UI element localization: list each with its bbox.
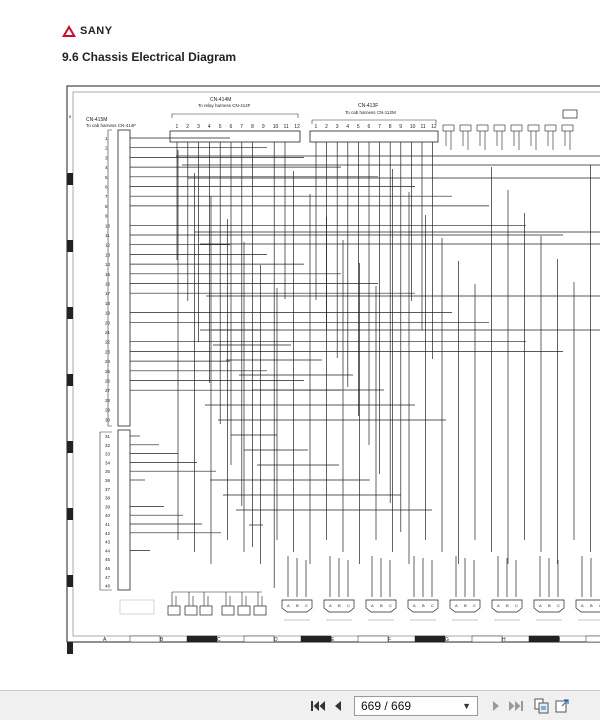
top2-pin-number: 12	[431, 124, 437, 130]
brand-name: SANY	[80, 25, 113, 37]
sensor-pin-label: C	[515, 603, 518, 608]
left-pin-number: 4	[105, 165, 108, 171]
frame-col-marker	[529, 636, 559, 642]
lamp-connector	[200, 606, 212, 615]
left-lower-pin-number: 35	[105, 469, 111, 475]
top2-pin-number: 8	[388, 124, 392, 130]
double-left-triangle-icon	[311, 700, 325, 712]
top1-pin-number: 4	[207, 124, 211, 130]
left-pin-number: 30	[105, 417, 111, 423]
frame-col-label: C	[217, 637, 221, 643]
connector-left-main-box	[118, 130, 130, 426]
relay-component	[477, 125, 488, 131]
left-pin-number: 11	[105, 233, 110, 238]
lamp-connector	[222, 606, 234, 615]
left-pin-number: 8	[105, 203, 108, 209]
left-lower-pin-number: 46	[105, 566, 111, 571]
sensor-pin-label: C	[389, 603, 392, 608]
frame-col-label: G	[445, 637, 449, 643]
left-lower-pin-number: 43	[105, 539, 111, 545]
sensor-pin-label: B	[548, 603, 551, 608]
double-right-triangle-icon	[509, 700, 523, 712]
switch-component	[563, 110, 577, 118]
top2-pin-number: 7	[378, 124, 381, 130]
top2-pin-number: 5	[356, 124, 360, 130]
sensor-pin-label: B	[590, 603, 593, 608]
bottom-left-components	[120, 592, 266, 615]
diagram-inner-frame	[73, 92, 600, 636]
top2-pin-number: 11	[420, 124, 426, 130]
top1-pin-number: 7	[240, 124, 244, 130]
note-block	[120, 600, 154, 614]
sensor-pin-label: B	[338, 603, 341, 608]
frame-col-marker	[415, 636, 445, 642]
connector-left-lower-box	[118, 430, 130, 590]
sensor-row	[282, 600, 600, 620]
prev-page-button[interactable]	[328, 696, 348, 716]
frame-col-marker	[130, 636, 160, 642]
lamp-connector	[254, 606, 266, 615]
left-lower-pin-number: 47	[105, 574, 111, 580]
page-number-input[interactable]	[359, 698, 453, 714]
frame-col-label: B	[160, 637, 164, 643]
frame-col-marker	[586, 636, 600, 642]
left-pin-number: 19	[105, 310, 111, 316]
lamp-connector	[168, 606, 180, 615]
copy-pages-icon	[534, 698, 550, 714]
left-pin-number: 22	[105, 339, 111, 345]
top1-pin-number: 12	[294, 124, 300, 130]
top1-pin-number: 10	[272, 124, 279, 130]
sensor-pin-label: C	[431, 603, 434, 608]
sensor-pin-label: A	[371, 603, 374, 608]
top1-pin-number: 5	[218, 124, 222, 130]
left-pin-number: 23	[105, 349, 111, 355]
left-lower-pin-number: 33	[105, 451, 111, 457]
frame-col-label: A	[103, 637, 107, 643]
left-lower-pin-number: 41	[105, 522, 111, 527]
connector-top2-brace	[312, 120, 436, 124]
left-pin-number: 14	[105, 262, 111, 268]
left-pin-number: 27	[105, 388, 111, 394]
left-pin-number: 9	[105, 213, 108, 219]
sensor-pin-label: B	[464, 603, 467, 608]
export-pages-icon	[554, 698, 570, 714]
left-triangle-icon	[333, 700, 343, 712]
frame-col-marker	[472, 636, 502, 642]
connector-top1-label: CN-414M	[210, 97, 232, 103]
left-pin-number: 24	[105, 359, 111, 365]
top1-pin-number: 11	[283, 124, 289, 130]
frame-col-marker	[301, 636, 331, 642]
relay-component	[494, 125, 505, 131]
last-page-button[interactable]	[506, 696, 526, 716]
left-pin-number: 25	[105, 368, 111, 374]
export-pages-button[interactable]	[552, 696, 572, 716]
connector-top1-box	[170, 131, 300, 142]
connector-top1-brace	[172, 114, 298, 118]
frame-col-label: D	[274, 637, 278, 643]
left-lower-pin-number: 44	[105, 548, 111, 554]
left-lower-pin-number: 34	[105, 460, 111, 466]
sensor-pin-label: C	[557, 603, 560, 608]
frame-col-marker	[244, 636, 274, 642]
relay-component	[443, 125, 454, 131]
frame-col-label: E	[331, 637, 335, 643]
left-lower-pin-number: 42	[105, 530, 111, 536]
top1-pin-number: 1	[175, 124, 179, 130]
left-pin-number: 15	[105, 271, 111, 277]
frame-row-label: 3	[69, 449, 72, 454]
frame-row-label: 7	[69, 181, 72, 186]
top-right-components	[443, 110, 577, 150]
viewer-toolbar	[0, 690, 600, 720]
sensor-pin-label: A	[497, 603, 500, 608]
connector-top2-sub: To cab harness CN-112M	[345, 110, 396, 115]
frame-row-label: 2	[69, 516, 72, 521]
left-pin-number: 20	[105, 320, 111, 326]
lamp-connector	[238, 606, 250, 615]
sensor-pin-label: A	[413, 603, 416, 608]
row-labels	[67, 114, 73, 654]
left-pin-number: 10	[105, 223, 111, 229]
left-pin-number: 6	[105, 184, 108, 190]
copy-pages-button[interactable]	[532, 696, 552, 716]
left-pin-number: 21	[105, 330, 111, 335]
sensor-pin-label: B	[296, 603, 299, 608]
frame-col-label: I	[559, 637, 561, 643]
next-page-button[interactable]	[486, 696, 506, 716]
relay-component	[562, 125, 573, 131]
sensor-pin-label: A	[539, 603, 542, 608]
top2-pin-number: 6	[367, 124, 371, 130]
connector-top1-sub: To relay harness CN-414F	[198, 103, 251, 108]
connector-top2-box	[310, 131, 438, 142]
left-pin-number: 18	[105, 300, 111, 306]
sensor-pin-label: C	[473, 603, 476, 608]
left-lower-pin-number: 38	[105, 495, 111, 501]
left-pin-number: 3	[105, 155, 108, 161]
left-pin-number: 12	[105, 242, 111, 248]
sensor-pin-label: C	[347, 603, 350, 608]
frame-row-marker	[67, 642, 73, 654]
top2-pin-number: 4	[346, 124, 350, 130]
sensor-pin-label: B	[422, 603, 425, 608]
left-pin-number: 5	[105, 174, 108, 180]
section-heading: 9.6 Chassis Electrical Diagram	[62, 50, 237, 64]
top2-pin-number: 10	[409, 124, 416, 130]
top2-pin-number: 2	[325, 124, 328, 130]
relay-component	[545, 125, 556, 131]
relay-component	[460, 125, 471, 131]
top1-pin-number: 9	[261, 124, 265, 130]
left-pin-number: 26	[105, 378, 111, 384]
relay-component	[528, 125, 539, 131]
left-pin-number: 1	[105, 136, 108, 141]
left-lower-pin-number: 32	[105, 442, 111, 448]
top2-pin-number: 9	[399, 124, 403, 130]
top2-pin-number: 3	[335, 124, 339, 130]
frame-row-label: 8	[69, 114, 72, 119]
left-pin-number: 2	[105, 145, 108, 151]
left-lower-pin-number: 31	[105, 434, 111, 439]
sensor-pin-label: A	[581, 603, 584, 608]
left-lower-pin-number: 48	[105, 583, 111, 589]
top1-pin-number: 8	[251, 124, 254, 130]
left-lower-pin-number: 39	[105, 504, 111, 510]
sensor-pin-label: A	[455, 603, 458, 608]
top1-pin-number: 6	[229, 124, 233, 130]
left-pin-number: 28	[105, 397, 111, 403]
lamp-connector	[185, 606, 197, 615]
frame-row-label: 6	[69, 248, 72, 253]
left-lower-pin-number: 40	[105, 513, 111, 519]
frame-row-label: 5	[69, 315, 72, 320]
left-pin-number: 17	[105, 291, 111, 297]
sensor-pin-label: C	[305, 603, 308, 608]
sensor-pin-label: A	[329, 603, 332, 608]
sensor-pin-label: A	[287, 603, 290, 608]
top1-pin-number: 3	[197, 124, 200, 130]
top1-pin-number: 2	[186, 124, 190, 130]
top2-pin-number: 1	[314, 124, 318, 130]
connector-top2-label: CN-413F	[358, 103, 379, 109]
left-pin-number: 16	[105, 281, 111, 287]
frame-col-marker	[187, 636, 217, 642]
connector-left-main-sub: To cab harness CN-414F	[86, 123, 137, 128]
page-number-box[interactable]	[354, 696, 478, 716]
frame-col-label: H	[502, 637, 506, 643]
right-triangle-icon	[491, 700, 501, 712]
sensor-pin-label: B	[380, 603, 383, 608]
first-page-button[interactable]	[308, 696, 328, 716]
left-pin-number: 7	[105, 194, 108, 200]
connector-left-main-label: CN-415M	[86, 117, 108, 123]
left-pin-number: 29	[105, 407, 111, 413]
left-lower-pin-number: 36	[105, 478, 111, 483]
relay-component	[511, 125, 522, 131]
frame-row-label: 1	[69, 583, 72, 588]
left-pin-number: 13	[105, 252, 111, 258]
diagram-frame	[67, 86, 600, 642]
sensor-connector	[576, 600, 600, 612]
page-dropdown-chevron-icon[interactable]: ▼	[462, 700, 471, 711]
wire-traces	[130, 138, 600, 597]
left-lower-pin-number: 37	[105, 486, 111, 492]
connector-pins	[105, 124, 437, 589]
left-lower-pin-number: 45	[105, 557, 111, 563]
sensor-pin-label: B	[506, 603, 509, 608]
frame-row-label: 4	[69, 382, 72, 387]
frame-col-marker	[358, 636, 388, 642]
frame-col-label: F	[388, 637, 392, 643]
